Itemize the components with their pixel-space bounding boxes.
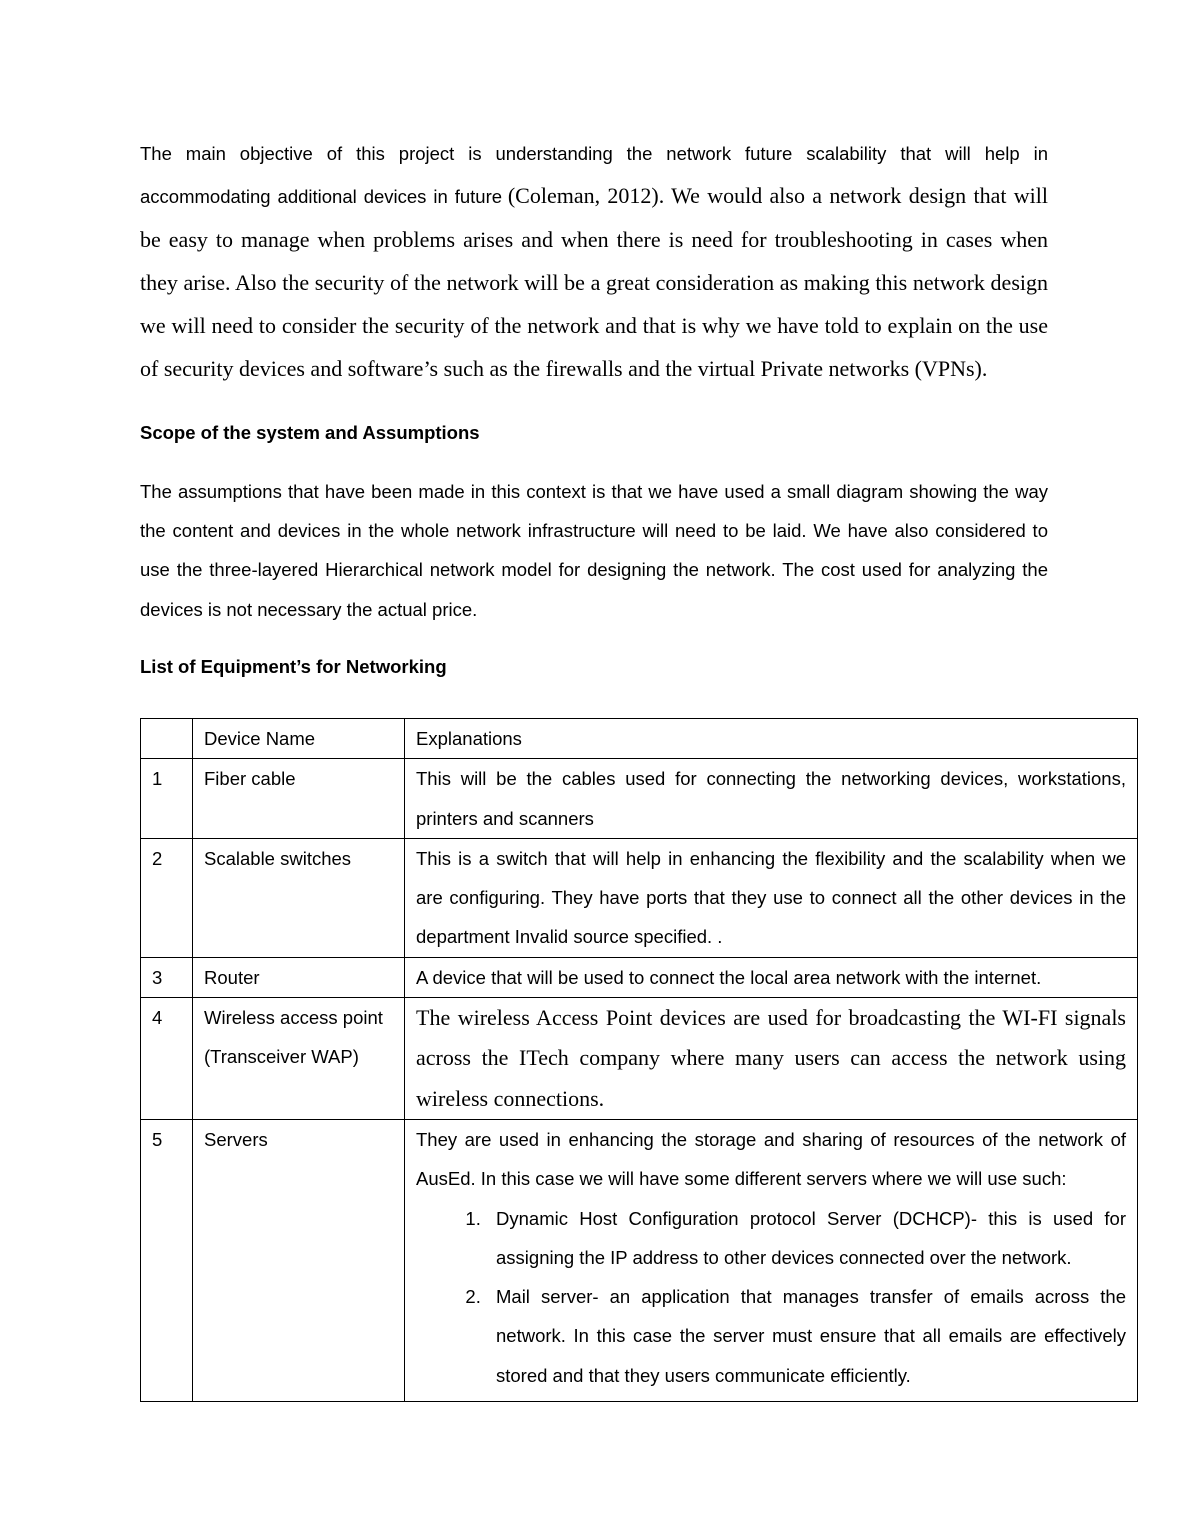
- intro-serif-text: (Coleman, 2012). We would also a network design that will be easy to manage when problems arises and when there is need for troubleshooting in cases when they arise. Also the security of the network will be a great consideration as making this network design we will need to consider the security of the network and that is why we have told to explain on the use of security devices and software’s such as the firewalls and the virtual Private networks (VPNs).: [140, 183, 1049, 382]
- table-row: [141, 1119, 1138, 1401]
- row-number: 2: [141, 838, 193, 957]
- device-name: Fiber cable: [193, 759, 405, 839]
- table-row: [141, 957, 1138, 997]
- document-page: [140, 134, 1048, 683]
- scope-heading: Scope of the system and Assumptions: [140, 421, 480, 443]
- intro-paragraph: [140, 134, 1048, 393]
- header-device-name: Device Name: [193, 719, 405, 759]
- row-number: 1: [141, 759, 193, 839]
- row-number: 5: [141, 1119, 193, 1401]
- device-explanation-cell: [405, 1119, 1138, 1401]
- equipment-table: [140, 718, 1138, 1402]
- device-name: Scalable switches: [193, 838, 405, 957]
- device-name: Router: [193, 957, 405, 997]
- device-explanation: This is a switch that will help in enhancing the flexibility and the scalability when we are configuring. They have ports that they use to connect all the other devices in the department Invalid source specified. .: [405, 838, 1138, 957]
- list-item: 1. Dynamic Host Configuration protocol Server (DCHCP)- this is used for assigning the IP address to other devices connected over the network.: [486, 1199, 1126, 1278]
- assumptions-paragraph: The assumptions that have been made in this context is that we have used a small diagram showing the way the content and devices in the whole network infrastructure will need to be laid. We have also considered to use the three-layered Hierarchical network model for designing the network. The cost used for analyzing the devices is not necessary the actual price.: [140, 480, 1048, 620]
- table-row: [141, 998, 1138, 1120]
- device-name: Wireless access point (Transceiver WAP): [193, 998, 405, 1120]
- device-explanation: They are used in enhancing the storage and sharing of resources of the network of AusEd. In this case we will have some different servers where we will use such:: [416, 1128, 1126, 1190]
- device-explanation: This will be the cables used for connecting the networking devices, workstations, printers and scanners: [405, 759, 1138, 839]
- equipment-heading: List of Equipment’s for Networking: [140, 655, 447, 677]
- table-row: [141, 759, 1138, 839]
- table-header-row: [141, 719, 1138, 759]
- device-name: Servers: [193, 1119, 405, 1401]
- device-explanation: The wireless Access Point devices are used for broadcasting the WI-FI signals across the ITech company where many users can access the network using wireless connections.: [405, 998, 1138, 1120]
- device-explanation: A device that will be used to connect the local area network with the internet.: [405, 957, 1138, 997]
- header-number-cell: [141, 719, 193, 759]
- header-explanations: Explanations: [405, 719, 1138, 759]
- row-number: 3: [141, 957, 193, 997]
- row-number: 4: [141, 998, 193, 1120]
- list-item: 2. Mail server- an application that manages transfer of emails across the network. In this case the server must ensure that all emails are effectively stored and that they users communicate efficiently.: [486, 1277, 1126, 1395]
- intro-sans-text: The main objective of this project is understanding the network future scalability that will help in accommodating additional devices in future: [140, 143, 1048, 208]
- servers-list: [416, 1199, 1126, 1395]
- table-row: [141, 838, 1138, 957]
